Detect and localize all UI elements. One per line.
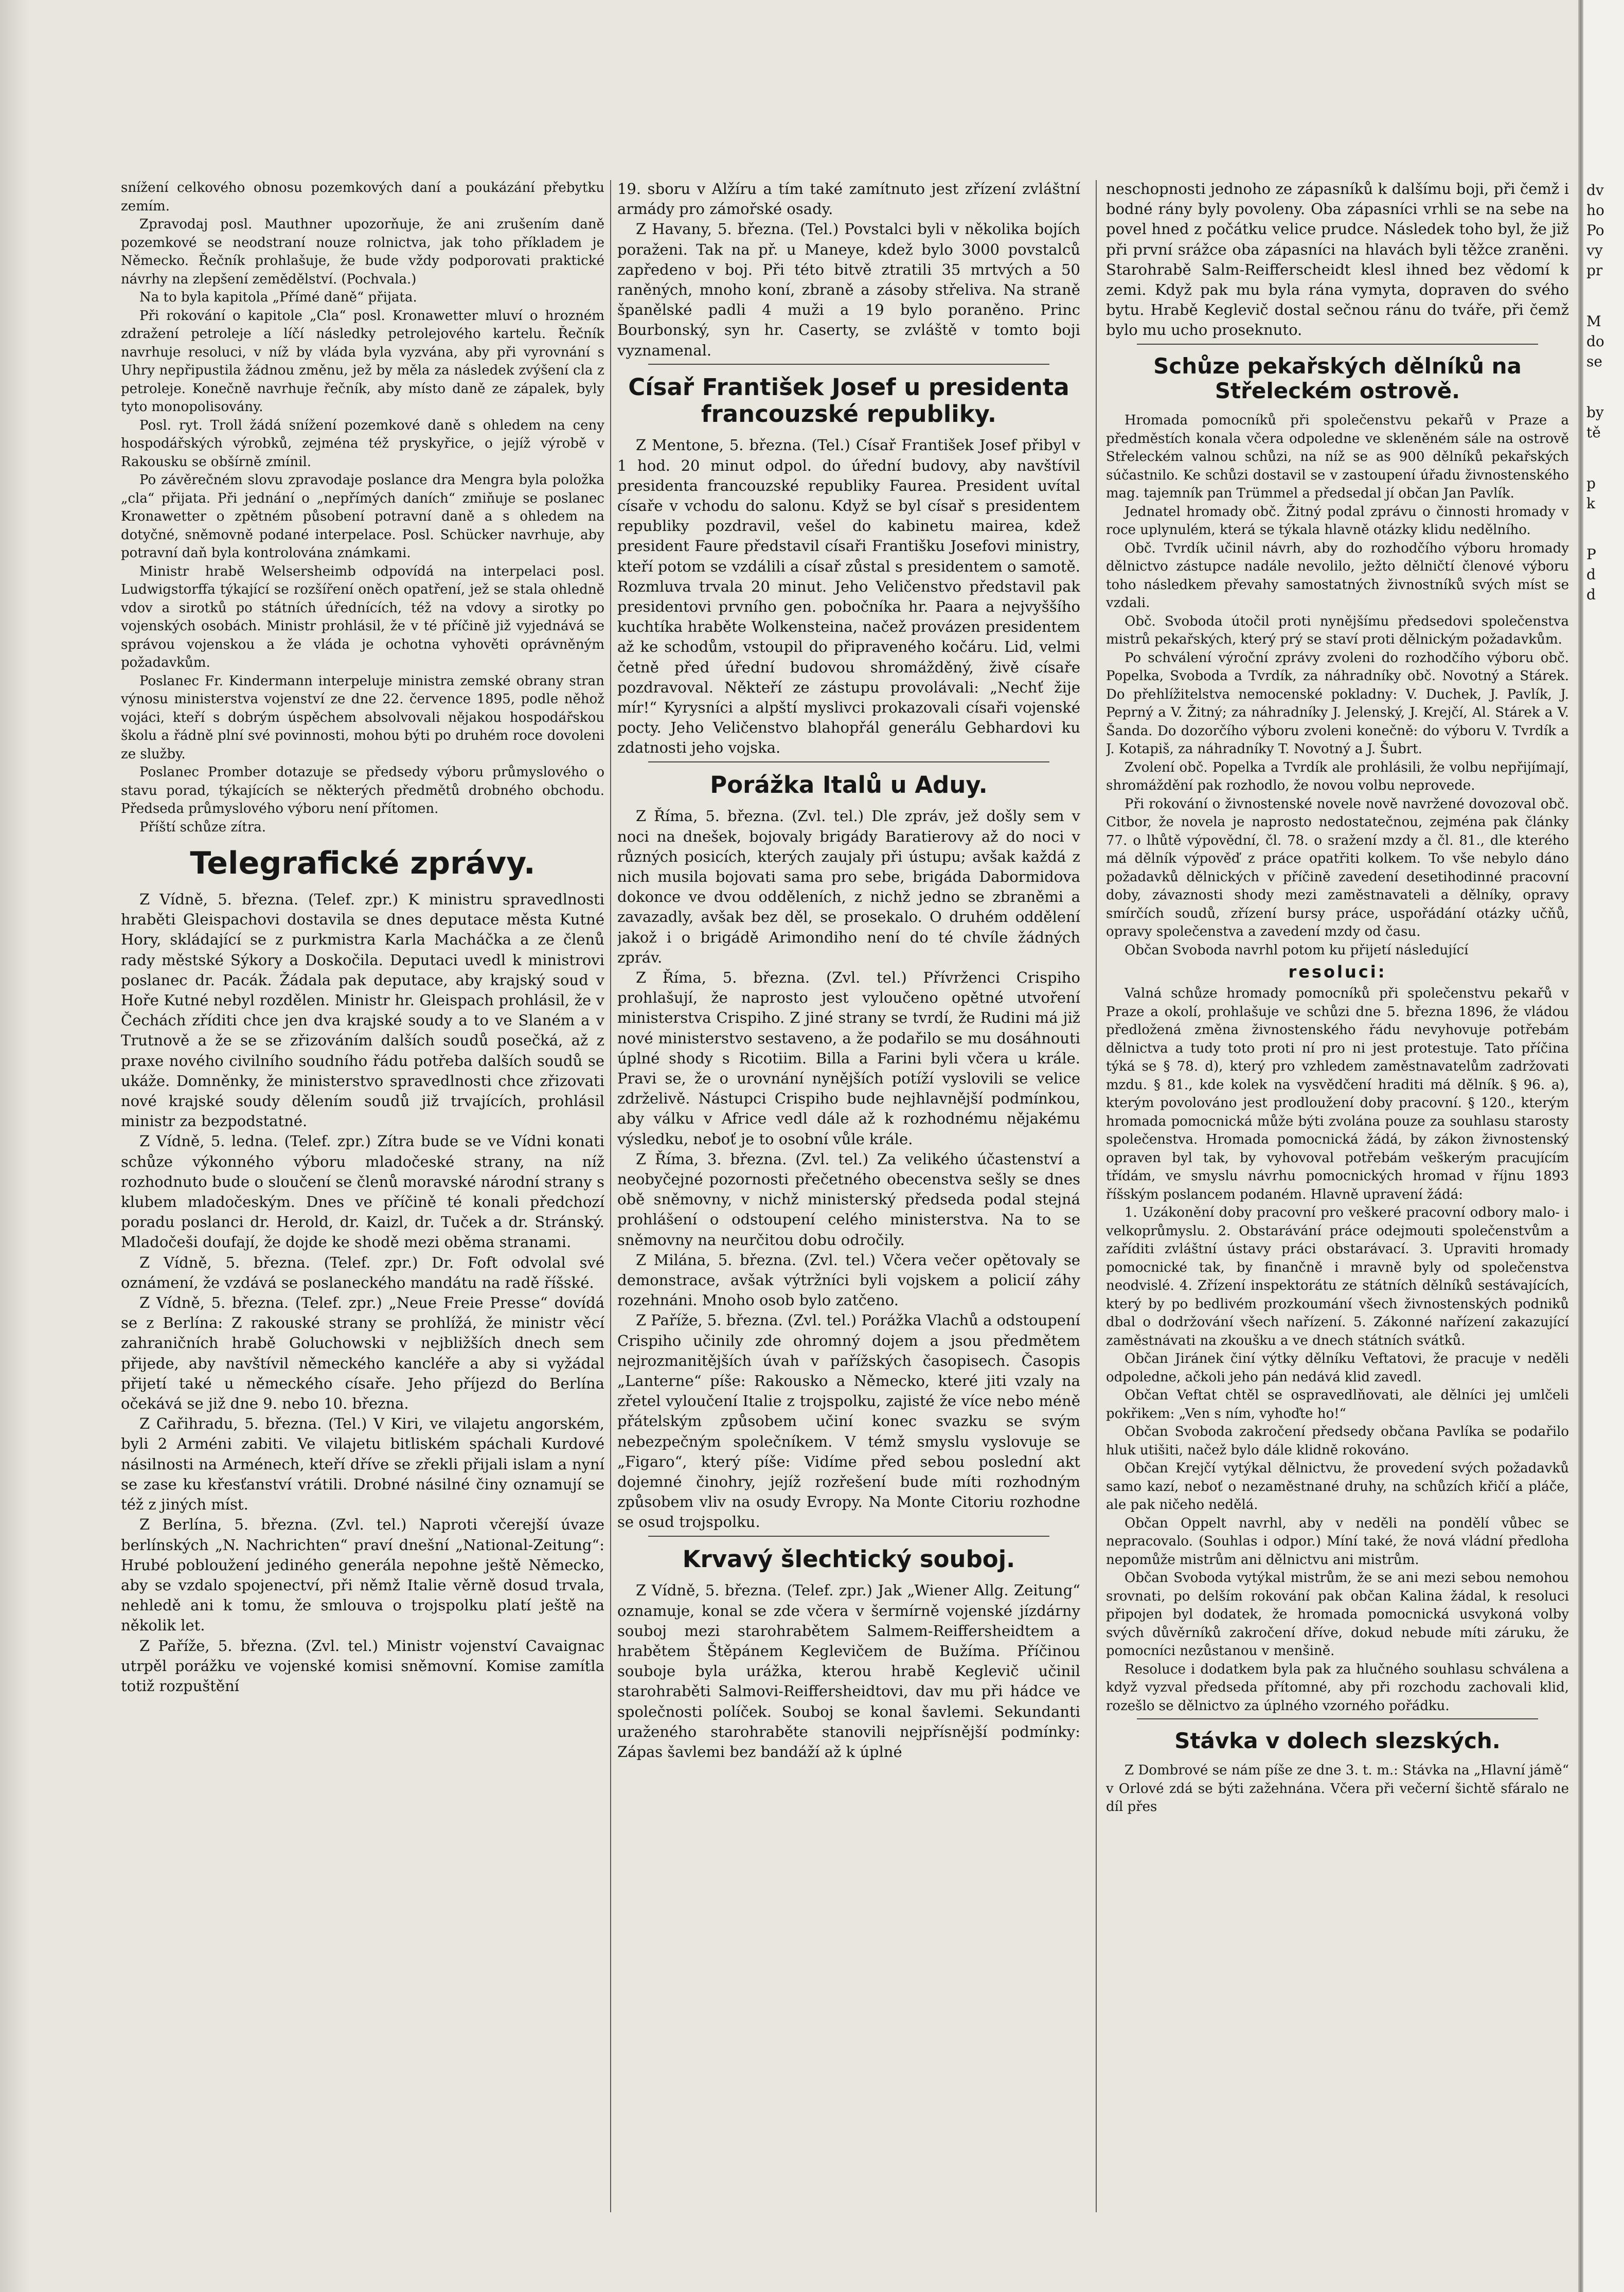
column-1: [121, 179, 604, 2211]
section-heading-stavka: Stávka v dolech slezských.: [1174, 1728, 1501, 1754]
divider: [1137, 344, 1538, 345]
edge-fragment: p: [1586, 475, 1596, 492]
edge-fragment: pr: [1586, 262, 1603, 279]
scan-left-margin: [0, 0, 30, 2292]
paragraph: Občan Veftat chtěl se ospravedlňovati, ale dělníci jej umlčeli pokřikem: „Ven s ním, vyhoďte ho!“: [1106, 1388, 1569, 1422]
paragraph: Občan Svoboda navrhl potom ku přijetí následující: [1125, 942, 1469, 958]
section-heading-porazka: Porážka Italů u Aduy.: [710, 771, 988, 798]
edge-fragment: tě: [1586, 424, 1601, 441]
column-3: [1106, 179, 1569, 2211]
section-heading-telegraf: Telegrafické zprávy.: [190, 845, 536, 881]
paragraph: Jednatel hromady obč. Žitný podal zprávu o činnosti hromady v roce uplynulém, která se týkala hlavně otázky klidu nedělního.: [1106, 504, 1569, 538]
edge-fragment: M: [1586, 313, 1601, 330]
paragraph: Zpravodaj posl. Mauthner upozorňuje, že ani zrušením daně pozemkové se neodstraní nouze rolnictva, jak toho příkladem je Německo. Řečník prohlašuje, že bude vždy podporovati praktické návrhy na zlepšení zemědělství. (Pochvala.): [121, 217, 604, 287]
paragraph: Zvolení obč. Popelka a Tvrdík ale prohlásili, že volbu nepřijímají, shromáždění pak rozhodlo, že novou volbu neprovede.: [1106, 759, 1569, 794]
column-rule-1: [610, 180, 611, 2212]
adjacent-page-text: [1586, 180, 1622, 2187]
paragraph: Obč. Svoboda útočil proti nynějšímu předsedovi společenstva mistrů pekařských, který prý se staví proti dělnickým požadavkům.: [1106, 613, 1569, 648]
paragraph: Občan Svoboda zakročení předsedy občana Pavlíka se podařilo hluk utišiti, načež bylo dále klidně rokováno.: [1106, 1424, 1569, 1458]
news-item: Z Mentone, 5. března. (Tel.) Císař František Josef přibyl v 1 hod. 20 minut odpol. do úřední budovy, aby navštívil presidenta francouzské republiky Faurea. President uvítal císaře v vchodu do salonu. Když se byl císař s presidentem republiky pozdravil, vešel do kabinetu mairea, kdež president Faure představil císaři Františku Josefovi ministry, kteří potom se vzdálili a císař zůstal s presidentem o samotě. Rozmluva trvala 20 minut. Jeho Veličenstvo představil pak presidentovi prvního gen. pobočníka hr. Paara a nejvyššího kuchtíka hraběte Wolkensteina, načež provázen presidentem až ke schodům, vstoupil do připraveného kočáru. Lid, velmi četně před úřední budovou shromážděný, živě císaře pozdravoval. Někteří ze zástupu provolávali: „Nechť žije mír!“ Kyrysníci a alpští myslivci prokazovali císaři vojenské pocty. Jeho Veličenstvo blahopřál generálu Gebhardovi ku zdatnosti jeho vojska.: [617, 436, 1080, 757]
stavka-report: [1106, 1762, 1569, 1817]
news-item: Z Paříže, 5. března. (Zvl. tel.) Ministr vojenství Cavaignac utrpěl porážku ve vojenské komisi sněmovní. Komise zamítla totiž rozpuštění: [121, 1637, 604, 1695]
news-item: 19. sboru v Alžíru a tím také zamítnuto jest zřízení zvláštní armády pro zámořské osady.: [617, 180, 1080, 218]
news-item: Z Říma, 5. března. (Zvl. tel.) Přívrženci Crispiho prohlašují, že naprosto jest vyloučeno opětné utvoření ministerstva Crispiho. Z jiné strany se tvrdí, že Rudini má již nové ministerstvo sestaveno, a že podařilo se mu dosáhnouti úplné shody s Ricotiim. Billa a Farini byli včera u krále. Pravi se, že o urovnání nynějších potíží vyslovili se velice zdrželivě. Nástupci Crispiho bude nejhlavnější podmínkou, aby válku v Africe vedl dále až k rozhodnému nějakému výsledku, neboť je to osobní vůle krále.: [617, 968, 1080, 1148]
paragraph: Při rokování o živnostenské novele nově navržené dovozoval obč. Citbor, že novela je naprosto nedostatečnou, zejména pak články 77. o lhůtě výpovědní, čl. 78. o sražení mzdy a čl. 81., dle kterého má dělník výpověď z práce opatřiti kolkem. To vše nebylo dáno požadavků dělnických v příčině zavedení desetihodinné pracovní doby, závaznosti shody mezi zaměstnavateli a dělníky, opravy smírčích soudů, zřízení bursy práce, uspořádání otázky učňů, opravy společenstva a zavedení mzdy od času.: [1106, 796, 1569, 940]
edge-fragment: d: [1586, 586, 1596, 603]
paragraph: Z Dombrové se nám píše ze dne 3. t. m.: Stávka na „Hlavní jámě“ v Orlové zdá se býti zažehnána. Včera při večerní šichtě sfáralo ne díl přes: [1106, 1763, 1569, 1815]
paragraph: Na to byla kapitola „Přímé daně“ přijata.: [139, 290, 417, 305]
edge-fragment: by: [1586, 404, 1604, 421]
paragraph: Poslanec Promber dotazuje se předsedy výboru průmyslového o stavu porad, týkajících se některých předmětů drobného obchodu. Předseda průmyslového výboru není přítomen.: [121, 765, 604, 816]
schuze-report: [1106, 412, 1569, 1715]
edge-fragment: d: [1586, 566, 1596, 583]
paragraph: Posl. ryt. Troll žádá snížení pozemkové daně s ohledem na ceny hospodářských výrobků, zejména též pryskyřice, o jejíž výrobě v Rakousku se obšírně zmínil.: [121, 417, 604, 470]
paragraph: Příští schůze zítra.: [139, 819, 266, 835]
edge-fragment: P: [1586, 546, 1596, 563]
paragraph: Po schválení výroční zprávy zvoleni do rozhodčího výboru obč. Popelka, Svoboda a Tvrdík, za náhradníky obč. Novotný a Stárek. Do přehlížitelstva nemocenské pokladny: V. Duchek, J. Pavlík, J. Peprný a V. Žitný; za náhradníky J. Jelenský, J. Krejčí, Al. Stárek a V. Šanda. Do dozorčího výboru zvoleni konečně: do výboru V. Tvrdík a J. Kotapiš, za náhradníky T. Novotný a J. Šubrt.: [1106, 650, 1569, 757]
resoluce-heading: resoluci:: [1288, 962, 1387, 982]
paragraph: Poslanec Fr. Kindermann interpeluje ministra zemské obrany stran výnosu ministerstva vojenství ze dne 22. července 1895, podle něhož vojáci, kteří s dobrým úspěchem absolvovali nějakou hospodářskou školu a řádně plní své povinnosti, mohou býti po druhém roce dovoleni ze služby.: [121, 673, 604, 762]
paragraph: Po závěrečném slovu zpravodaje poslance dra Mengra byla položka „cla“ přijata. Při jednání o „nepřímých daních“ zmiňuje se poslanec Kronawetter o zpětném působení potravní daně a s ohledem na dotyčné, sněmovně podané interpelace. Posl. Schücker navrhuje, aby potravní daň byla kontrolována známkami.: [121, 472, 604, 561]
edge-fragment: ho: [1586, 202, 1604, 219]
paragraph: Občan Oppelt navrhl, aby v neděli na pondělí vůbec se nepracovalo. (Souhlas i odpor.) Míní také, že nová vládní předloha nepomůže mistrům ani dělnictvu ani mistrům.: [1106, 1515, 1569, 1568]
paragraph: Občan Jiránek činí výtky dělníku Veftatovi, že pracuje v neděli odpoledne, ačkoli jeho pán nedává klid zavedl.: [1106, 1351, 1569, 1385]
edge-fragment: Po: [1586, 222, 1604, 239]
edge-fragment: do: [1586, 333, 1604, 350]
news-item: Z Vídně, 5. března. (Telef. zpr.) Dr. Foft odvolal své oznámení, že vzdává se poslaneckého mandátu na radě říšské.: [121, 1253, 604, 1291]
news-item: neschopnosti jednoho ze zápasníků k dalšímu boji, při čemž i bodné rány byly povoleny. Oba zápasníci vrhli se na sebe na povel hned z počátku velice prudce. Následek toho byl, že již při první srážce oba zápasníci na hlavách byli těžce zraněni. Starohrabě Salm-Reifferscheidt klesl ihned bez vědomí k zemi. Když pak mu byla rána vymyta, dopraven do svého bytu. Hrabě Keglevič dostal sečnou ránu do tváře, při čemž bylo mu ucho proseknuto.: [1106, 180, 1569, 339]
news-item: Z Vídně, 5. ledna. (Telef. zpr.) Zítra bude se ve Vídni konati schůze výkonného výboru mladočeské strany, na níž rozhodnuto bude o sloučení se členů moravské národní strany s klubem mladočeským. Dnes ve příčině té konali předchozí poradu poslanci dr. Herold, dr. Kaizl, dr. Tuček a dr. Stránský. Mladočeši doufají, že dojde ke shodě mezi oběma stranami.: [121, 1132, 604, 1251]
edge-fragment: vy: [1586, 242, 1603, 259]
news-item: Z Vídně, 5. března. (Telef. zpr.) „Neue Freie Presse“ dovídá se z Berlína: Z rakouské strany se prohlížá, že ministr věcí zahraničních hrabě Goluchowski v nejbližších dnech sem přijede, aby navštívil německého kancléře a aby si vyžádal přijetí také u německého císaře. Jeho příjezd do Berlína očekává se již dne 9. nebo 10. března.: [121, 1294, 604, 1413]
divider: [648, 1536, 1049, 1537]
column-2: [617, 179, 1080, 2211]
paragraph: Hromada pomocníků při společenstvu pekařů v Praze a předměstích konala včera odpoledne ve skleněném sále na ostrově Střeleckém valnou schůzi, na níž se as 900 dělníků pekařských súčastnilo. Ke schůzi dostavil se v zastoupení úřadu živnostenského mag. tajemník pan Trümmel a předsedal jí občan Jan Pavlík.: [1106, 413, 1569, 502]
parliament-report: [121, 179, 604, 837]
news-item: Z Milána, 5. března. (Zvl. tel.) Včera večer opětovaly se demonstrace, avšak výtržníci byli vojskem a policií záhy rozehnáni. Mnoho osob bylo zatčeno.: [617, 1251, 1080, 1309]
paragraph: Občan Svoboda vytýkal mistrům, že se ani mezi sebou nemohou srovnati, po delším rokování pak občan Kalina žádal, k resoluci připojen byl dodatek, že hromada pomocnická usvykoná volby svých důvěrníků zakročení dříve, dokud nebude míti záruku, že pomocníci nezůstanou v menšině.: [1106, 1570, 1569, 1659]
paragraph: snížení celkového obnosu pozemkových daní a poukázání přebytku zemím.: [121, 180, 604, 214]
divider: [648, 761, 1049, 762]
paragraph: Valná schůze hromady pomocníků při společenstvu pekařů v Praze a okolí, prohlašuje ve schůzi dne 5. března 1896, že vládou předložená změna živnostenského řádu nevyhovuje potřebám dělnictva a tudy toto proti ní pro ni jest protestuje. Tato příčina týká se § 78. d), který pro vzhledem zaměstnavatelům zadržovati mzdu. § 81., kde kolek na vysvědčení hraditi má dělník. § 96. a), kterým povolováno jest prodloužení doby pracovní. § 120., kterým hromada pomocnická může býti zvolána pouze za souhlasu starosty společenstva. Hromada pomocnická žádá, by zákon živnostenský opraven byl tak, by vyhovoval potřebám veškerým pracujícím třídám, ve smyslu návrhu pomocnických hromad v říjnu 1893 říšským poslancem podaném. Hlavně upravení žádá:: [1106, 986, 1569, 1202]
divider: [648, 364, 1049, 365]
news-item: Z Cařihradu, 5. března. (Tel.) V Kiri, ve vilajetu angorském, byli 2 Arméni zabiti. Ve vilajetu bitliském spáchali Kurdové násilnosti na Arménech, kteří dříve se zřekli přijali islam a nyní se zase ku křesťanství vrátili. Drobné násilné činy oznamují se též z jiných míst.: [121, 1415, 604, 1514]
news-item: Z Berlína, 5. března. (Zvl. tel.) Naproti včerejší úvaze berlínských „N. Nachrichten“ praví dnešní „National-Zeitung“: Hrubé pobloužení jediného generála nepohne ještě Německo, aby se vzdalo spojenectví, při němž Italie věrně dosud trvala, nehledě ani k tomu, že smlouva o trojspolku platí ještě na několik let.: [121, 1516, 604, 1634]
paragraph: Ministr hrabě Welsersheimb odpovídá na interpelaci posl. Ludwigstorffa týkající se rozšíření oněch opatření, jež se stala ohledně vdov a sirotků po státních úřednících, též na vdovy a sirotky po vojenských osobách. Ministr prohlásil, že v té příčině již vyjednává se správou vojenskou a že vláda je ochotna vyhověti oprávněným požadavkům.: [121, 563, 604, 670]
edge-fragment: k: [1586, 495, 1595, 512]
page-fold: [1578, 0, 1583, 2292]
column-rule-2: [1096, 180, 1097, 2212]
paragraph: Obč. Tvrdík učinil návrh, aby do rozhodčího výboru hromady dělnictvo zástupce nadále nevolilo, ježto dělničtí členové výboru toho následkem převahy samostatných živnostníků svých míst se vzdali.: [1106, 540, 1569, 611]
edge-fragment: se: [1586, 353, 1602, 370]
news-item: Z Říma, 3. března. (Zvl. tel.) Za velikého účastenství a neobyčejné pozornosti přečetného obecenstva sešly se dnes obě sněmovny, v nichž ministerský předseda podal stejná prohlášení o odstoupení celého ministerstva. Na to se sněmovny na neurčitou dobu odročily.: [617, 1150, 1080, 1249]
paragraph: Resoluce i dodatkem byla pak za hlučného souhlasu schválena a když vyzval předseda přítomné, aby při rozchodu zachovali klid, rozešlo se dělnictvo za úplného vzorného pořádku.: [1106, 1661, 1569, 1714]
paragraph: 1. Uzákonění doby pracovní pro veškeré pracovní odbory malo- i velkoprůmyslu. 2. Obstarávání práce odejmouti společenstvům a zaříditi zvláštní ústavy práci obstarávací. 3. Upraviti hromady pomocnické tak, by finančně i mravně byly od společenstva neodvislé. 4. Zřízení inspektorátu ze státních dělníků sestávajících, který by po bedlivém prozkoumání všech živnostenských podniků dbal o dodržování všech nařízení. 5. Zákonné nařízení zakazující zaměstnávati na zkoušku a ve dnech státních svátků.: [1106, 1205, 1569, 1348]
edge-fragment: dv: [1586, 182, 1604, 199]
section-heading-souboj: Krvavý šlechtický souboj.: [682, 1545, 1015, 1573]
news-item: Z Vídně, 5. března. (Telef. zpr.) Jak „Wiener Allg. Zeitung“ oznamuje, konal se zde včera v šermírně vojenské jízdárny souboj mezi starohrabětem Salmem-Reiffersheidtem a hrabětem Štěpánem Keglevičem de Bužíma. Příčinou souboje byla urážka, kterou hrabě Keglevič učinil starohraběti Salmovi-Reiffersheidtovi, dav mu při hádce ve společnosti políček. Souboj se konal šavlemi. Sekundanti uraženého starohraběte stanovili nejpřísnější podmínky: Zápas šavlemi bez bandáží až k úplné: [617, 1582, 1080, 1761]
section-heading-schuze: Schůze pekařských dělníků na Střeleckém ostrově.: [1153, 353, 1522, 403]
news-item: Z Říma, 5. března. (Zvl. tel.) Dle zpráv, jež došly sem v noci na dnešek, bojovaly brigády Baratierovy až do noci v různých posicích, kterých zaujaly při ústupu; avšak každá z nich musila bojovati sama pro sebe, brigáda Dabormidova dokonce ve dvou odděleních, z nichž jedno se zbraněmi a zavazadly, avšak bez děl, se prosekalo. O druhém oddělení jakož i o brigádě Arimondiho není do té chvíle žádných zpráv.: [617, 807, 1080, 966]
news-item: Z Havany, 5. března. (Tel.) Povstalci byli v několika bojích poraženi. Tak na př. u Maneye, kdež bylo 3000 povstalců zapředeno v boj. Při této bitvě ztratili 35 mrtvých a 50 raněných, mnoho koní, zbraně a zásoby střeliva. Na straně španělské padli 4 muži a 19 bylo poraněno. Princ Bourbonský, syn hr. Caserty, se zvláště v tomto boji vyznamenal.: [617, 220, 1080, 359]
paragraph: Občan Krejčí vytýkal dělnictvu, že provedení svých požadavků samo kazí, neboť o nezaměstnané druhy, na schůzích křičí a pláče, ale pak ničeho nedělá.: [1106, 1461, 1569, 1513]
section-heading-cisar: Císař František Josef u presidenta francouzské republiky.: [628, 373, 1069, 428]
news-item: Z Vídně, 5. března. (Telef. zpr.) K ministru spravedlnosti hraběti Gleispachovi dostavila se dnes deputace města Kutné Hory, skládající se z purkmistra Karla Macháčka a ze členů rady městské Sýkory a Doskočila. Deputaci uvedl k ministrovi poslanec dr. Pacák. Žádala pak deputace, aby krajský soud v Hoře Kutné nebyl rozdělen. Ministr hr. Gleispach prohlásil, že v Čechách zříditi chce jen dva krajské soudy a to ve Slaném a v Trutnově a že se se zřizováním dalších soudů posečká, až z praxe nového civilního soudního řádu potřeba dalších soudů se ukáže. Domněnky, že ministerstvo spravedlnosti chce zřizovati nové krajské soudy dělením soudů již trvajících, prohlásil ministr za bezpodstatné.: [121, 891, 604, 1130]
divider: [1137, 1718, 1538, 1719]
paragraph: Při rokování o kapitole „Cla“ posl. Kronawetter mluví o hrozném zdražení petroleje a líčí následky petrolejového kartelu. Řečník navrhuje resoluci, v níž by vláda byla vyzvána, aby při vyrovnání s Uhry nepřipustila žádnou změnu, jež by měla za následek zvýšení cla z petroleje. Konečně navrhuje řečník, aby místo daně ze zápalek, byly tyto monopolisovány.: [121, 308, 604, 415]
news-item: Z Paříže, 5. března. (Zvl. tel.) Porážka Vlachů a odstoupení Crispiho učinily zde ohromný dojem a jsou předmětem nejrozmanitějších úvah v pařížských časopisech. Časopis „Lanterne“ píše: Rakousko a Německo, které jiti vzaly na zřetel vyloučení Italie z trojspolku, zajisté že více nebo méně přátelským způsobem učiní konec svazku se svým nebezpečným společníkem. V témž smyslu vyslovuje se „Figaro“, který píše: Vidíme před sebou poslední akt dojemné činohry, jejíž rozřešení bude míti rozhodným způsobem vliv na osudy Evropy. Na Monte Citoriu rozhodne se osud trojspolku.: [617, 1311, 1080, 1531]
